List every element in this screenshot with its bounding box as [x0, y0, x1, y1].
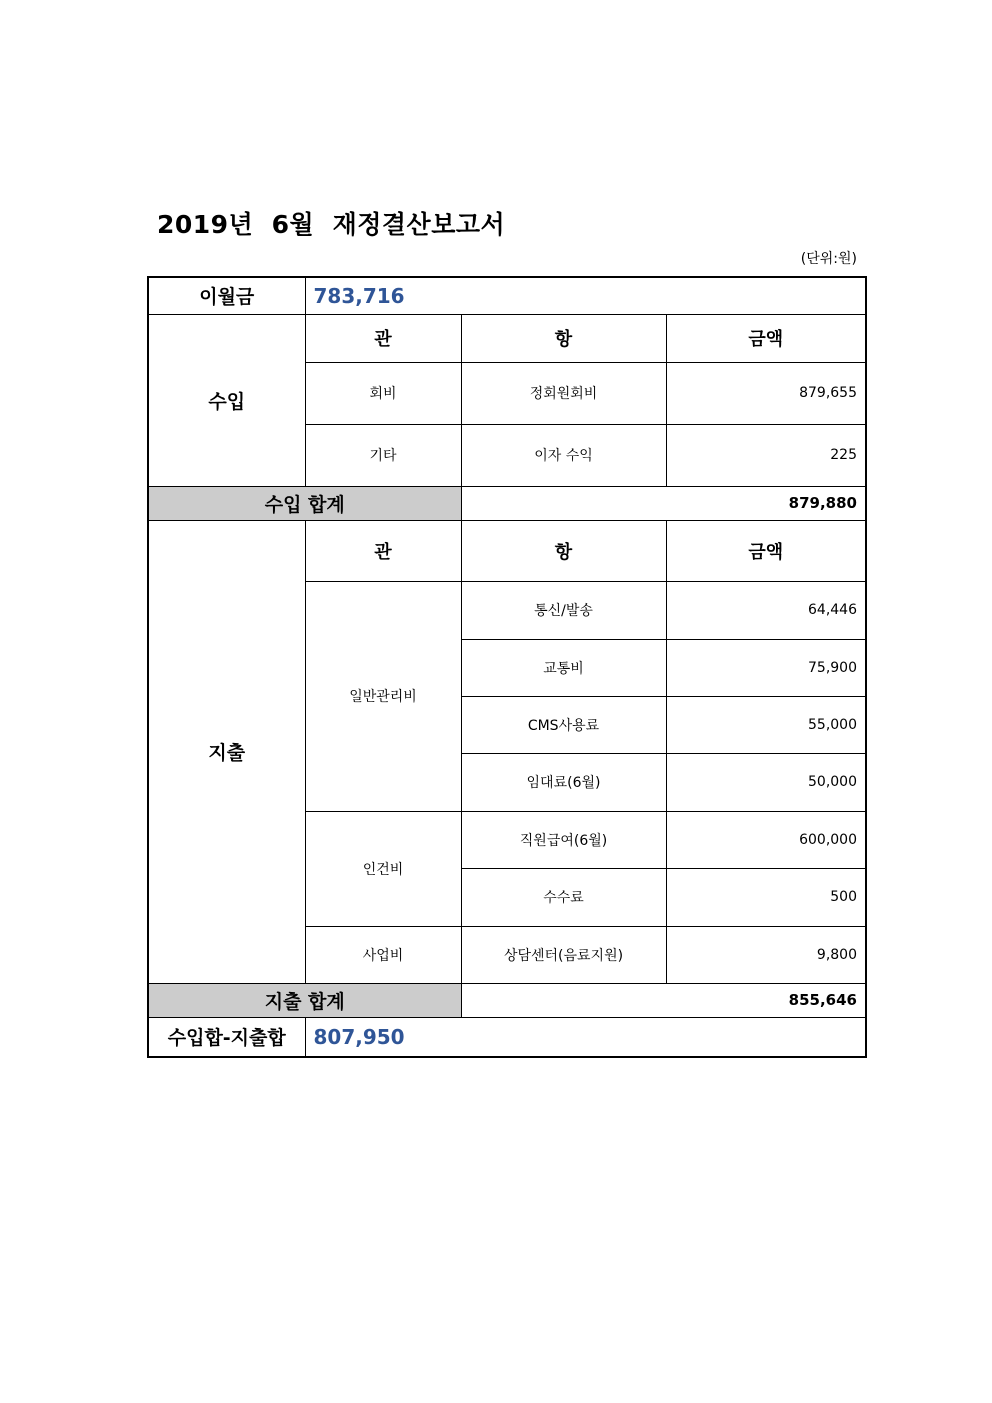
expense-hang: 교통비	[461, 639, 666, 696]
report-title: 2019년 6월 재정결산보고서	[157, 210, 506, 239]
expense-amount: 64,446	[666, 581, 866, 639]
expense-header-row	[148, 520, 866, 581]
expense-gwan: 인건비	[305, 811, 461, 926]
expense-header-gwan: 관	[305, 520, 461, 581]
expense-amount: 55,000	[666, 696, 866, 753]
income-header-amount: 금액	[666, 314, 866, 362]
expense-amount: 75,900	[666, 639, 866, 696]
income-header-row	[148, 314, 866, 362]
income-total-row	[148, 486, 866, 520]
income-gwan: 회비	[305, 362, 461, 424]
expense-amount: 9,800	[666, 926, 866, 983]
expense-total-value: 855,646	[461, 983, 866, 1017]
expense-hang: 수수료	[461, 868, 666, 926]
income-gwan: 기타	[305, 424, 461, 486]
income-amount: 879,655	[666, 362, 866, 424]
balance-value: 807,950	[305, 1017, 866, 1057]
balance-row	[148, 1017, 866, 1057]
income-total-label: 수입 합계	[148, 486, 461, 520]
carryover-row	[148, 277, 866, 314]
carryover-label: 이월금	[148, 277, 305, 314]
expense-header-hang: 항	[461, 520, 666, 581]
expense-hang: 임대료(6월)	[461, 753, 666, 811]
balance-label: 수입합-지출합	[148, 1017, 305, 1057]
income-label: 수입	[148, 314, 305, 486]
expense-amount: 50,000	[666, 753, 866, 811]
expense-amount: 600,000	[666, 811, 866, 868]
expense-hang: 통신/발송	[461, 581, 666, 639]
income-header-hang: 항	[461, 314, 666, 362]
income-hang: 정회원회비	[461, 362, 666, 424]
unit-label: (단위:원)	[800, 251, 857, 267]
expense-gwan: 사업비	[305, 926, 461, 983]
expense-total-row	[148, 983, 866, 1017]
expense-total-label: 지출 합계	[148, 983, 461, 1017]
income-header-gwan: 관	[305, 314, 461, 362]
expense-hang: 직원급여(6월)	[461, 811, 666, 868]
expense-label: 지출	[148, 520, 305, 983]
expense-header-amount: 금액	[666, 520, 866, 581]
expense-gwan: 일반관리비	[305, 581, 461, 811]
expense-hang: 상담센터(음료지원)	[461, 926, 666, 983]
finance-report-table	[147, 276, 867, 1058]
income-total-value: 879,880	[461, 486, 866, 520]
income-hang: 이자 수익	[461, 424, 666, 486]
income-amount: 225	[666, 424, 866, 486]
expense-hang: CMS사용료	[461, 696, 666, 753]
expense-amount: 500	[666, 868, 866, 926]
carryover-value: 783,716	[305, 277, 866, 314]
